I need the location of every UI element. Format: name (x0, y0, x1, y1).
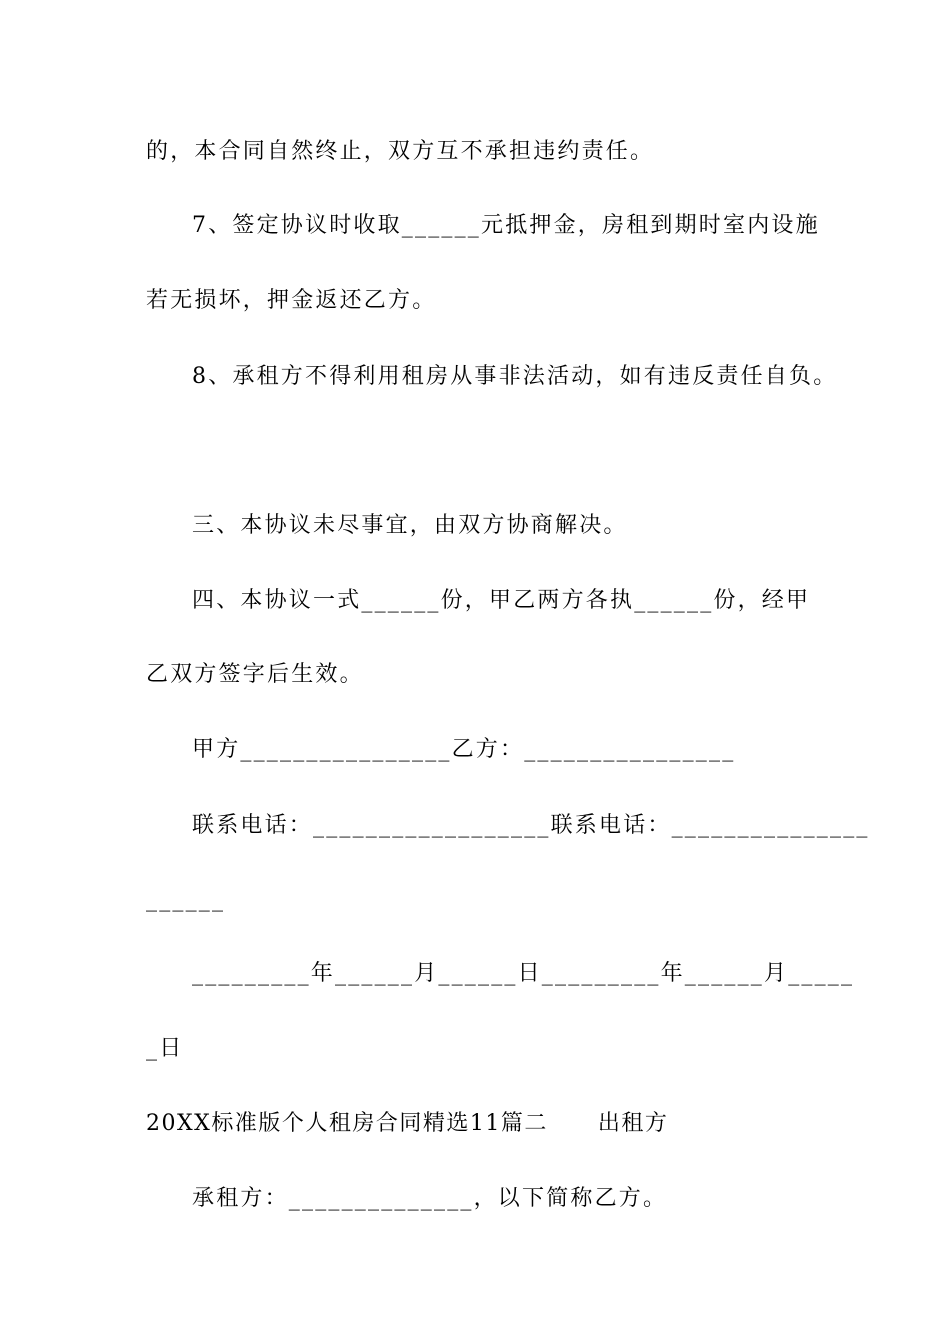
date-line: _________年______月______日_________年______月_____ (192, 961, 855, 986)
clause-7-line: 7、签定协议时收取______元抵押金，房租到期时室内设施 (192, 213, 820, 238)
signature-party-line: 甲方________________乙方：________________ (192, 737, 736, 762)
article-3-line: 三、本协议未尽事宜，由双方协商解决。 (192, 513, 628, 538)
article-4-line: 四、本协议一式______份，甲乙两方各执______份，经甲 (192, 588, 811, 613)
section-title: 20XX标准版个人租房合同精选11篇二 (146, 1111, 548, 1136)
tenant-line: 承租方：______________，以下简称乙方。 (192, 1186, 668, 1211)
date-line-continuation: _日 (146, 1036, 184, 1061)
lessor-label: 出租方 (597, 1111, 669, 1136)
paragraph-line-1: 的，本合同自然终止，双方互不承担违约责任。 (146, 139, 655, 164)
contact-phone-line: 联系电话：__________________联系电话：_______________ (192, 813, 870, 838)
article-4-continuation: 乙双方签字后生效。 (146, 662, 364, 687)
contact-phone-continuation: ______ (146, 887, 226, 912)
clause-7-continuation: 若无损坏，押金返还乙方。 (146, 288, 437, 313)
clause-8-line: 8、承租方不得利用租房从事非法活动，如有违反责任自负。 (192, 364, 838, 389)
section-heading (146, 1109, 668, 1139)
